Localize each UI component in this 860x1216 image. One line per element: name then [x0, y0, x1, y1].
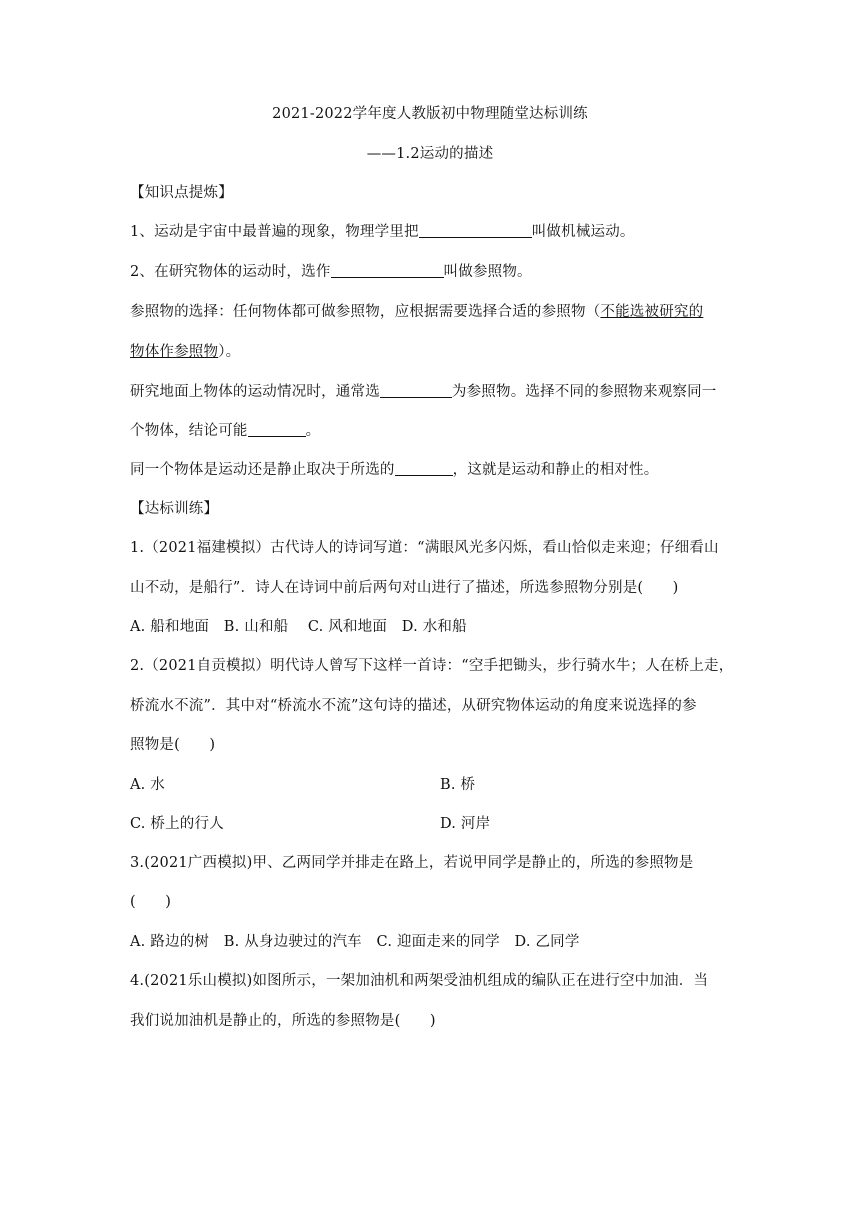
knowledge-item-1-text-a: 1、运动是宇宙中最普遍的现象，物理学里把	[130, 224, 419, 240]
question-4-line-2: 我们说加油机是静止的，所选的参照物是( )	[130, 1013, 436, 1029]
question-2-line-2: 桥流水不流”．其中对“桥流水不流”这句诗的描述，从研究物体运动的角度来说选择的参	[130, 698, 697, 714]
document-subtitle: ——1.2运动的描述	[366, 146, 494, 162]
question-1-line-1: 1.（2021福建模拟）古代诗人的诗词写道：“满眼风光多闪烁，看山恰似走来迎；仔细看山	[130, 540, 719, 556]
relativity-line	[130, 460, 658, 480]
knowledge-item-2-text-a: 2、在研究物体的运动时，选作	[130, 264, 331, 280]
fill-blank[interactable]	[419, 223, 532, 238]
ground-reference-line-1	[130, 382, 717, 402]
question-2-option-d: D. 河岸	[440, 816, 491, 832]
relativity-text-a: 同一个物体是运动还是静止取决于所选的	[130, 462, 395, 478]
fill-blank[interactable]	[380, 383, 452, 398]
relativity-text-b: ，这就是运动和静止的相对性。	[452, 462, 659, 478]
question-3-options: A. 路边的树 B. 从身边驶过的汽车 C. 迎面走来的同学 D. 乙同学	[130, 934, 580, 950]
question-2-line-1: 2.（2021自贡模拟）明代诗人曾写下这样一首诗：“空手把锄头，步行骑水牛；人在桥上走，	[130, 658, 734, 674]
reference-choice-text: 参照物的选择：任何物体都可做参照物，应根据需要选择合适的参照物（	[130, 304, 601, 320]
question-3-line-2: ( )	[130, 894, 172, 910]
question-2-option-b: B. 桥	[440, 777, 476, 793]
fill-blank[interactable]	[331, 263, 444, 278]
question-2-option-a: A. 水	[130, 777, 165, 793]
underlined-note: 不能选被研究的	[600, 304, 704, 320]
knowledge-heading: 【知识点提炼】	[130, 185, 233, 201]
ground-text-b: 为参照物。选择不同的参照物来观察同一	[451, 384, 717, 400]
document-title: 2021-2022学年度人教版初中物理随堂达标训练	[272, 106, 588, 122]
knowledge-item-1-text-b: 叫做机械运动。	[531, 224, 635, 240]
reference-choice-end: ）。	[218, 344, 241, 360]
fill-blank[interactable]	[395, 461, 453, 476]
knowledge-item-2-text-b: 叫做参照物。	[443, 264, 532, 280]
knowledge-item-1	[130, 222, 635, 242]
ground-reference-line-2	[130, 421, 320, 441]
ground-text-c: 个物体，结论可能	[130, 423, 248, 439]
question-2-line-3: 照物是( )	[130, 737, 216, 753]
question-4-line-1: 4.(2021乐山模拟)如图所示，一架加油机和两架受油机组成的编队正在进行空中加油．当	[130, 973, 709, 989]
question-2-option-c: C. 桥上的行人	[130, 816, 224, 832]
reference-choice-line-1	[130, 302, 703, 322]
question-1-line-2: 山不动，是船行”．诗人在诗词中前后两句对山进行了描述，所选参照物分别是( )	[130, 580, 679, 596]
question-3-line-1: 3.(2021广西模拟)甲、乙两同学并排走在路上，若说甲同学是静止的，所选的参照物是	[130, 855, 694, 871]
knowledge-item-2	[130, 262, 532, 282]
ground-text-a: 研究地面上物体的运动情况时，通常选	[130, 384, 380, 400]
reference-choice-line-2	[130, 342, 240, 362]
practice-heading: 【达标训练】	[130, 501, 219, 517]
underlined-note: 物体作参照物	[130, 344, 219, 360]
ground-text-d: 。	[305, 423, 321, 439]
fill-blank[interactable]	[248, 422, 306, 437]
question-1-options: A. 船和地面 B. 山和船 C. 风和地面 D. 水和船	[130, 619, 467, 635]
